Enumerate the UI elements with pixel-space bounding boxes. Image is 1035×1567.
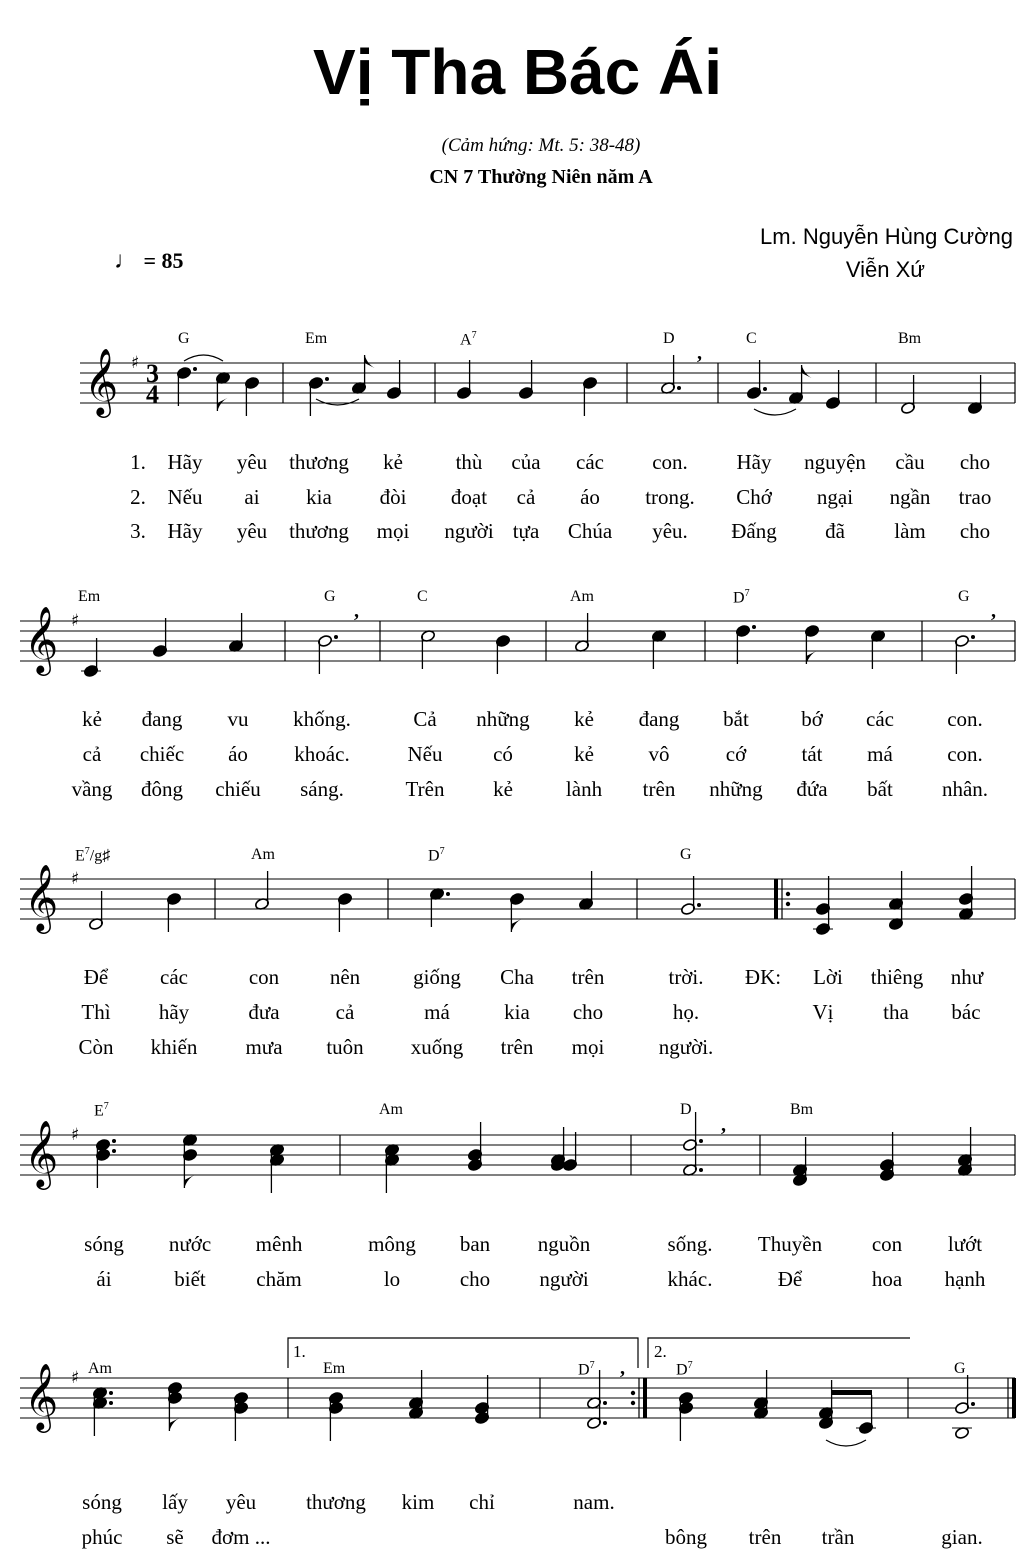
chord-symbol: G — [954, 1360, 966, 1377]
lyric-syllable: Vị — [812, 1000, 834, 1024]
chord-symbol: D — [663, 330, 675, 347]
lyric-syllable: khoác. — [294, 742, 350, 766]
lyric-syllable: ban — [459, 1232, 491, 1256]
lyric-syllable: thương — [289, 519, 349, 543]
chord-symbol: $D^7$ — [676, 1360, 693, 1379]
inspiration-reference: (Cảm hứng: Mt. 5: 38-48) — [441, 135, 641, 156]
repeat-dot — [631, 1401, 635, 1405]
lyric-syllable: áo — [228, 742, 248, 766]
second-ending-bracket — [648, 1338, 910, 1368]
chord-symbol: G — [958, 588, 970, 605]
lyric-syllable: kim — [401, 1490, 435, 1514]
staff-system-3 — [0, 861, 1035, 961]
lyric-syllable: Nếu — [167, 485, 203, 509]
lyric-syllable: cớ — [725, 742, 747, 766]
slur — [184, 355, 223, 361]
chord-symbol: $A^7$ — [460, 330, 477, 349]
lyric-syllable: làm — [894, 519, 926, 543]
lyric-syllable: khiến — [150, 1035, 198, 1059]
lyric-syllable: trời. — [668, 965, 704, 989]
lyric-syllable: Thì — [81, 1000, 111, 1024]
staff-system-5 — [0, 1330, 1035, 1460]
lyric-syllable: con — [871, 1232, 903, 1256]
chord-symbol: Am — [570, 588, 594, 605]
eighth-flag — [184, 1174, 196, 1188]
slur — [754, 409, 796, 415]
augmentation-dot — [109, 1391, 113, 1395]
lyric-syllable: kia — [504, 1000, 530, 1024]
second-ending-label: 2. — [654, 1342, 667, 1361]
chord-symbol: Bm — [790, 1101, 814, 1118]
lyric-syllable: đang — [141, 707, 183, 731]
chord-symbol: Em — [323, 1360, 346, 1377]
lyric-syllable: Lời — [813, 965, 843, 989]
lyric-syllable: đã — [825, 519, 845, 543]
staff-system-4 — [0, 1114, 1035, 1217]
lyric-syllable: vu — [227, 707, 249, 731]
lyric-syllable: các — [866, 707, 894, 731]
lyric-syllable: trên — [500, 1035, 534, 1059]
composer-name: Lm. Nguyễn Hùng Cường — [760, 224, 1013, 249]
lyric-syllable: mọi — [571, 1035, 605, 1059]
lyric-syllable: tát — [801, 742, 823, 766]
lyric-syllable: các — [576, 450, 604, 474]
chord-symbol: $D^7$ — [428, 846, 445, 865]
lyric-syllable: 1. — [130, 450, 146, 474]
eighth-flag — [806, 650, 818, 664]
augmentation-dot — [603, 1421, 607, 1425]
lyric-syllable: lấy — [162, 1490, 188, 1514]
lyric-syllable: Trên — [405, 777, 445, 801]
lyric-syllable: cho — [959, 450, 991, 474]
chord-symbol: Bm — [898, 330, 922, 347]
slur — [316, 399, 359, 405]
lyric-syllable: đông — [141, 777, 183, 801]
lyric-syllable: kia — [306, 485, 332, 509]
lyric-syllable: ái — [96, 1267, 112, 1291]
tempo-marking — [114, 248, 184, 275]
lyric-syllable: tha — [883, 1000, 909, 1024]
lyric-syllable: trao — [958, 485, 992, 509]
lyric-syllable: ngại — [816, 485, 854, 509]
lyric-syllable: giống — [413, 965, 461, 989]
lyric-syllable: người — [444, 519, 494, 543]
chord-symbol: D — [680, 1101, 692, 1118]
chord-symbol: Am — [88, 1360, 112, 1377]
repeat-dot — [786, 892, 790, 896]
treble-clef-icon: 𝄞 — [84, 347, 119, 415]
lyric-syllable: gian. — [941, 1525, 983, 1549]
eighth-flag — [365, 355, 377, 369]
chord-symbol: Em — [78, 588, 101, 605]
lyric-syllable: 3. — [130, 519, 146, 543]
lyric-syllable: cầu — [895, 450, 925, 474]
lyric-syllable: nguồn — [537, 1232, 591, 1256]
treble-clef-icon: 𝄞 — [24, 863, 59, 931]
augmentation-dot — [112, 1149, 116, 1153]
lyric-syllable: con. — [947, 707, 983, 731]
augmentation-dot — [697, 903, 701, 907]
key-signature-sharp-icon: ♯ — [71, 1125, 80, 1145]
lyric-syllable: nhân. — [941, 777, 989, 801]
slur — [826, 1440, 866, 1446]
lyric-syllable: Thuyền — [757, 1232, 823, 1256]
final-thick-bar — [1012, 1378, 1016, 1418]
lyric-syllable: của — [511, 450, 541, 474]
lyric-syllable: trên — [571, 965, 605, 989]
lyric-syllable: lo — [383, 1267, 401, 1291]
lyric-syllable: họ. — [672, 1000, 700, 1024]
treble-clef-icon: 𝄞 — [24, 1119, 59, 1187]
lyric-syllable: những — [709, 777, 763, 801]
tempo-value: = 85 — [143, 248, 184, 273]
lyric-syllable: trong. — [645, 485, 695, 509]
lyric-syllable: chỉ — [469, 1490, 495, 1514]
key-signature-sharp-icon: ♯ — [71, 611, 80, 631]
key-signature-sharp-icon: ♯ — [131, 353, 140, 373]
lyric-syllable: Hãy — [736, 450, 772, 474]
lyric-syllable: thiêng — [870, 965, 924, 989]
lyric-syllable: cho — [572, 1000, 604, 1024]
chord-symbol: $D^7$ — [733, 588, 750, 607]
eighth-flag — [802, 365, 814, 379]
lyric-syllable: vô — [648, 742, 670, 766]
lyric-syllable: phúc — [81, 1525, 123, 1549]
lyric-syllable: má — [867, 742, 893, 766]
lyric-syllable: khống. — [293, 707, 351, 731]
augmentation-dot — [699, 1168, 703, 1172]
lyric-syllable: tuôn — [326, 1035, 364, 1059]
lyric-syllable: Còn — [78, 1035, 114, 1059]
lyric-syllable: kẻ — [574, 707, 594, 731]
lyric-syllable: sáng. — [300, 777, 344, 801]
augmentation-dot — [971, 635, 975, 639]
lyric-syllable: tựa — [512, 519, 540, 543]
lyric-syllable: bớ — [801, 707, 823, 731]
lyric-syllable: đòi — [379, 485, 407, 509]
lyric-syllable: cả — [82, 742, 102, 766]
lyric-syllable: nên — [329, 965, 361, 989]
augmentation-dot — [325, 377, 329, 381]
liturgical-occasion: CN 7 Thường Niên năm A — [429, 166, 653, 188]
chord-symbol: C — [417, 588, 428, 605]
lyric-syllable: hạnh — [944, 1267, 986, 1291]
lyric-syllable: lướt — [947, 1232, 983, 1256]
lyric-syllable: yêu — [225, 1490, 257, 1514]
lyric-syllable: cả — [516, 485, 536, 509]
lyric-syllable: nam. — [573, 1490, 615, 1514]
lyric-syllable: khác. — [667, 1267, 713, 1291]
eighth-beam — [831, 1390, 872, 1395]
lyric-syllable: đưa — [248, 1000, 280, 1024]
lyric-syllable: các — [160, 965, 188, 989]
lyric-syllable: có — [493, 742, 513, 766]
lyric-syllable: Hãy — [167, 519, 203, 543]
lyric-syllable: con. — [652, 450, 688, 474]
lyric-syllable: cho — [959, 519, 991, 543]
lyric-syllable: yêu — [236, 450, 268, 474]
lyric-syllable: vầng — [71, 777, 113, 801]
lyric-syllable: sẽ — [166, 1525, 184, 1549]
augmentation-dot — [334, 635, 338, 639]
augmentation-dot — [699, 1139, 703, 1143]
augmentation-dot — [971, 1402, 975, 1406]
lyric-syllable: như — [950, 965, 984, 989]
chord-symbol: G — [178, 330, 190, 347]
lyric-syllable: Nếu — [407, 742, 443, 766]
lyric-syllable: thù — [455, 450, 483, 474]
lyric-syllable: Để — [777, 1267, 803, 1291]
lyric-syllable: lành — [565, 777, 603, 801]
lyric-syllable: trần — [821, 1525, 855, 1549]
lyric-syllable: Cha — [500, 965, 534, 989]
key-signature-sharp-icon: ♯ — [71, 1368, 80, 1388]
lyric-syllable: cả — [335, 1000, 355, 1024]
lyric-syllable: sống. — [667, 1232, 713, 1256]
chord-symbol: $E^7/g♯$ — [75, 846, 111, 865]
lyric-syllable: mưa — [245, 1035, 283, 1059]
lyric-syllable: hoa — [871, 1267, 903, 1291]
lyric-syllable: ai — [244, 485, 260, 509]
staff-system-1 — [0, 342, 1035, 435]
lyric-syllable: sóng — [84, 1232, 124, 1256]
augmentation-dot — [193, 367, 197, 371]
first-ending-label: 1. — [293, 1342, 306, 1361]
repeat-dot — [786, 902, 790, 906]
lyric-syllable: kẻ — [383, 450, 403, 474]
lyric-syllable: bắt — [723, 707, 749, 731]
lyric-syllable: chăm — [256, 1267, 302, 1291]
eighth-flag — [169, 1417, 181, 1431]
lyric-syllable: trên — [642, 777, 676, 801]
eighth-flag — [511, 918, 523, 932]
first-ending-bracket — [288, 1338, 638, 1368]
staff-system-2 — [0, 600, 1035, 703]
lyric-syllable: Chúa — [567, 519, 613, 543]
chord-symbol: $D^7$ — [578, 1360, 595, 1379]
augmentation-dot — [763, 387, 767, 391]
augmentation-dot — [112, 1139, 116, 1143]
lyric-syllable: chiếc — [139, 742, 185, 766]
lyric-syllable: nguyện — [804, 450, 866, 474]
lyric-syllable: đang — [638, 707, 680, 731]
lyric-syllable: thương — [306, 1490, 366, 1514]
lyric-syllable: mọi — [376, 519, 410, 543]
lyric-syllable: con. — [947, 742, 983, 766]
composer-pen-name: Viễn Xứ — [845, 257, 925, 282]
augmentation-dot — [109, 1401, 113, 1405]
song-title: Vị Tha Bác Ái — [313, 36, 722, 108]
breath-mark-icon: , — [991, 600, 996, 622]
chord-symbol: Em — [305, 330, 328, 347]
lyric-syllable: xuống — [410, 1035, 464, 1059]
lyric-syllable: ngần — [889, 485, 931, 509]
augmentation-dot — [603, 1401, 607, 1405]
lyric-syllable: con — [248, 965, 280, 989]
lyric-syllable: những — [476, 707, 530, 731]
chord-symbol: G — [324, 588, 336, 605]
lyric-syllable: kẻ — [493, 777, 513, 801]
treble-clef-icon: 𝄞 — [24, 605, 59, 673]
augmentation-dot — [446, 892, 450, 896]
lyric-syllable: ĐK: — [744, 965, 782, 989]
lyric-syllable: thương — [289, 450, 349, 474]
lyric-syllable: mênh — [255, 1232, 303, 1256]
lyric-syllable: trên — [748, 1525, 782, 1549]
lyric-syllable: áo — [580, 485, 600, 509]
chord-symbol: Am — [379, 1101, 403, 1118]
lyric-syllable: người. — [658, 1035, 714, 1059]
lyric-syllable: 2. — [130, 485, 146, 509]
time-signature-top: 3 — [146, 359, 159, 388]
chord-symbol: $E^7$ — [94, 1101, 109, 1120]
lyric-syllable: đoạt — [450, 485, 488, 509]
lyric-syllable: Đấng — [731, 519, 777, 543]
lyric-syllable: mông — [368, 1232, 416, 1256]
chord-symbol: G — [680, 846, 692, 863]
repeat-thick-bar — [643, 1378, 647, 1418]
lyric-syllable: Hãy — [167, 450, 203, 474]
lyric-syllable: kẻ — [574, 742, 594, 766]
lyric-syllable: yêu. — [652, 519, 688, 543]
lyric-syllable: Cả — [413, 707, 437, 731]
breath-mark-icon: , — [721, 1114, 726, 1136]
lyric-syllable: người — [539, 1267, 589, 1291]
eighth-flag — [217, 397, 229, 411]
repeat-thick-bar — [774, 879, 778, 919]
lyric-syllable: hãy — [158, 1000, 190, 1024]
treble-clef-icon: 𝄞 — [24, 1362, 59, 1430]
lyric-syllable: sóng — [82, 1490, 122, 1514]
lyric-syllable: yêu — [236, 519, 268, 543]
lyric-syllable: đơm ... — [211, 1525, 271, 1549]
key-signature-sharp-icon: ♯ — [71, 869, 80, 889]
breath-mark-icon: , — [620, 1357, 625, 1379]
time-signature-bottom: 4 — [146, 380, 159, 409]
lyric-syllable: đứa — [796, 777, 828, 801]
lyric-syllable: nước — [168, 1232, 212, 1256]
breath-mark-icon: , — [354, 600, 359, 622]
staff-system-5-content — [20, 1357, 1016, 1446]
augmentation-dot — [752, 625, 756, 629]
lyric-syllable: Chớ — [736, 485, 772, 509]
breath-mark-icon: , — [697, 342, 702, 364]
lyric-syllable: chiếu — [215, 777, 261, 801]
lyric-syllable: cho — [459, 1267, 491, 1291]
lyric-syllable: kẻ — [82, 707, 102, 731]
lyric-syllable: biết — [174, 1267, 206, 1291]
augmentation-dot — [677, 386, 681, 390]
lyric-syllable: Để — [83, 965, 109, 989]
chord-symbol: Am — [251, 846, 275, 863]
chord-symbol: C — [746, 330, 757, 347]
lyric-syllable: bông — [665, 1525, 707, 1549]
lyric-syllable: bác — [951, 1000, 981, 1024]
lyric-syllable: bất — [867, 777, 893, 801]
lyric-syllable: má — [424, 1000, 450, 1024]
quarter-note-icon: ♩ — [114, 248, 138, 274]
repeat-dot — [631, 1391, 635, 1395]
